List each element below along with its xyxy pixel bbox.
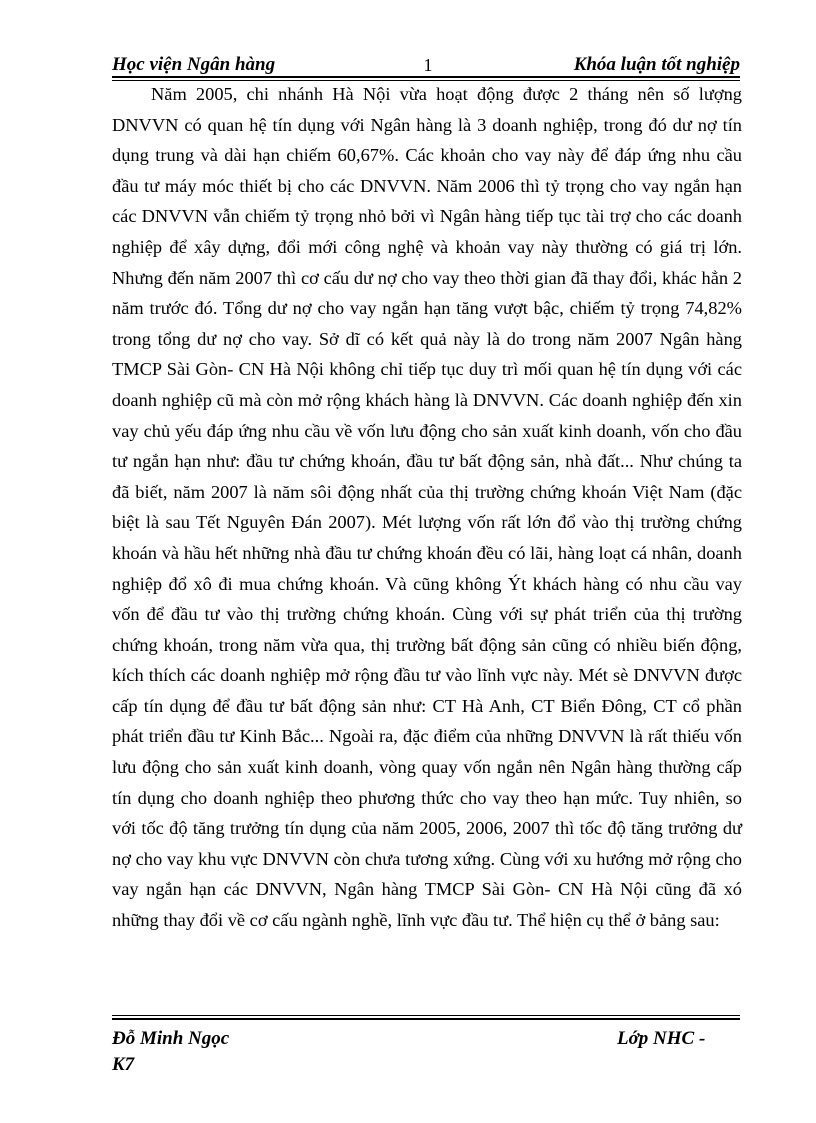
header-right-text: Khóa luận tốt nghiệp [573, 54, 740, 75]
footer-rule-thin [112, 1015, 740, 1016]
header-rule-thick [112, 76, 740, 78]
footer-author: Đỗ Minh Ngọc K7 [112, 1028, 230, 1075]
header-left-text: Học viện Ngân hàng [112, 54, 276, 75]
page-number: 1 [423, 55, 433, 75]
footer-rule-thick [112, 1018, 740, 1020]
footer-class: Lớp NHC - [617, 1028, 706, 1049]
body-paragraph: Năm 2005, chi nhánh Hà Nội vừa hoạt động được 2 tháng nên số lượng DNVVN có quan hệ tín dụng với Ngân hàng là 3 doanh nghiệp, trong đó dư nợ tín dụng trung và dài hạn chiếm 60,67%. Các khoản cho vay này để đáp ứng nhu cầu đầu tư máy móc thiết bị cho các DNVVN. Năm 2006 thì tỷ trọng cho vay ngắn hạn các DNVVN vẫn chiếm tỷ trọng nhỏ bởi vì Ngân hàng tiếp tục tài trợ cho các doanh nghiệp để xây dựng, đổi mới công nghệ và khoản vay này thường có giá trị lớn. Nhưng đến năm 2007 thì cơ cấu dư nợ cho vay theo thời gian đã thay đổi, khác hẳn 2 năm trước đó. Tổng dư nợ cho vay ngắn hạn tăng vượt bậc, chiếm tỷ trọng 74,82% trong tổng dư nợ cho vay. Sở dĩ có kết quả này là do trong năm 2007 Ngân hàng TMCP Sài Gòn- CN Hà Nội không chỉ tiếp tục duy trì mối quan hệ tín dụng với các doanh nghiệp cũ mà còn mở rộng khách hàng là DNVVN. Các doanh nghiệp đến xin vay chủ yếu đáp ứng nhu cầu về vốn lưu động cho sản xuất kinh doanh, vốn cho đầu tư ngắn hạn như: đầu tư chứng khoán, đầu tư bất động sản, nhà đất... Như chúng ta đã biết, năm 2007 là năm sôi động nhất của thị trường chứng khoán Việt Nam (đặc biệt là sau Tết Nguyên Đán 2007). Mét lượng vốn rất lớn đổ vào thị trường chứng khoán và hầu hết những nhà đầu tư chứng khoán đều có lãi, hàng loạt cá nhân, doanh nghiệp đổ xô đi mua chứng khoán. Và cũng không Ýt khách hàng có nhu cầu vay vốn để đầu tư vào thị trường chứng khoán. Cùng với sự phát triển của thị trường chứng khoán, trong năm vừa qua, thị trường bất động sản cũng có nhiều biến động, kích thích các doanh nghiệp mở rộng đầu tư vào lĩnh vực này. Mét sè DNVVN được cấp tín dụng để đầu tư bất động sản như: CT Hà Anh, CT Biển Đông, CT cổ phần phát triển đầu tư Kinh Bắc... Ngoài ra, đặc điểm của những DNVVN là rất thiếu vốn lưu động cho sản xuất kinh doanh, vòng quay vốn ngắn nên Ngân hàng thường cấp tín dụng cho doanh nghiệp theo phương thức cho vay theo hạn mức. Tuy nhiên, so với tốc độ tăng trưởng tín dụng của năm 2005, 2006, 2007 thì tốc độ tăng trưởng dư nợ cho vay khu vực DNVVN còn chưa tương xứng. Cùng với xu hướng mở rộng cho vay ngắn hạn các DNVVN, Ngân hàng TMCP Sài Gòn- CN Hà Nội cũng đã xó những thay đổi về cơ cấu ngành nghề, lĩnh vực đầu tư. Thể hiện cụ thể ở bảng sau: [112, 84, 742, 931]
